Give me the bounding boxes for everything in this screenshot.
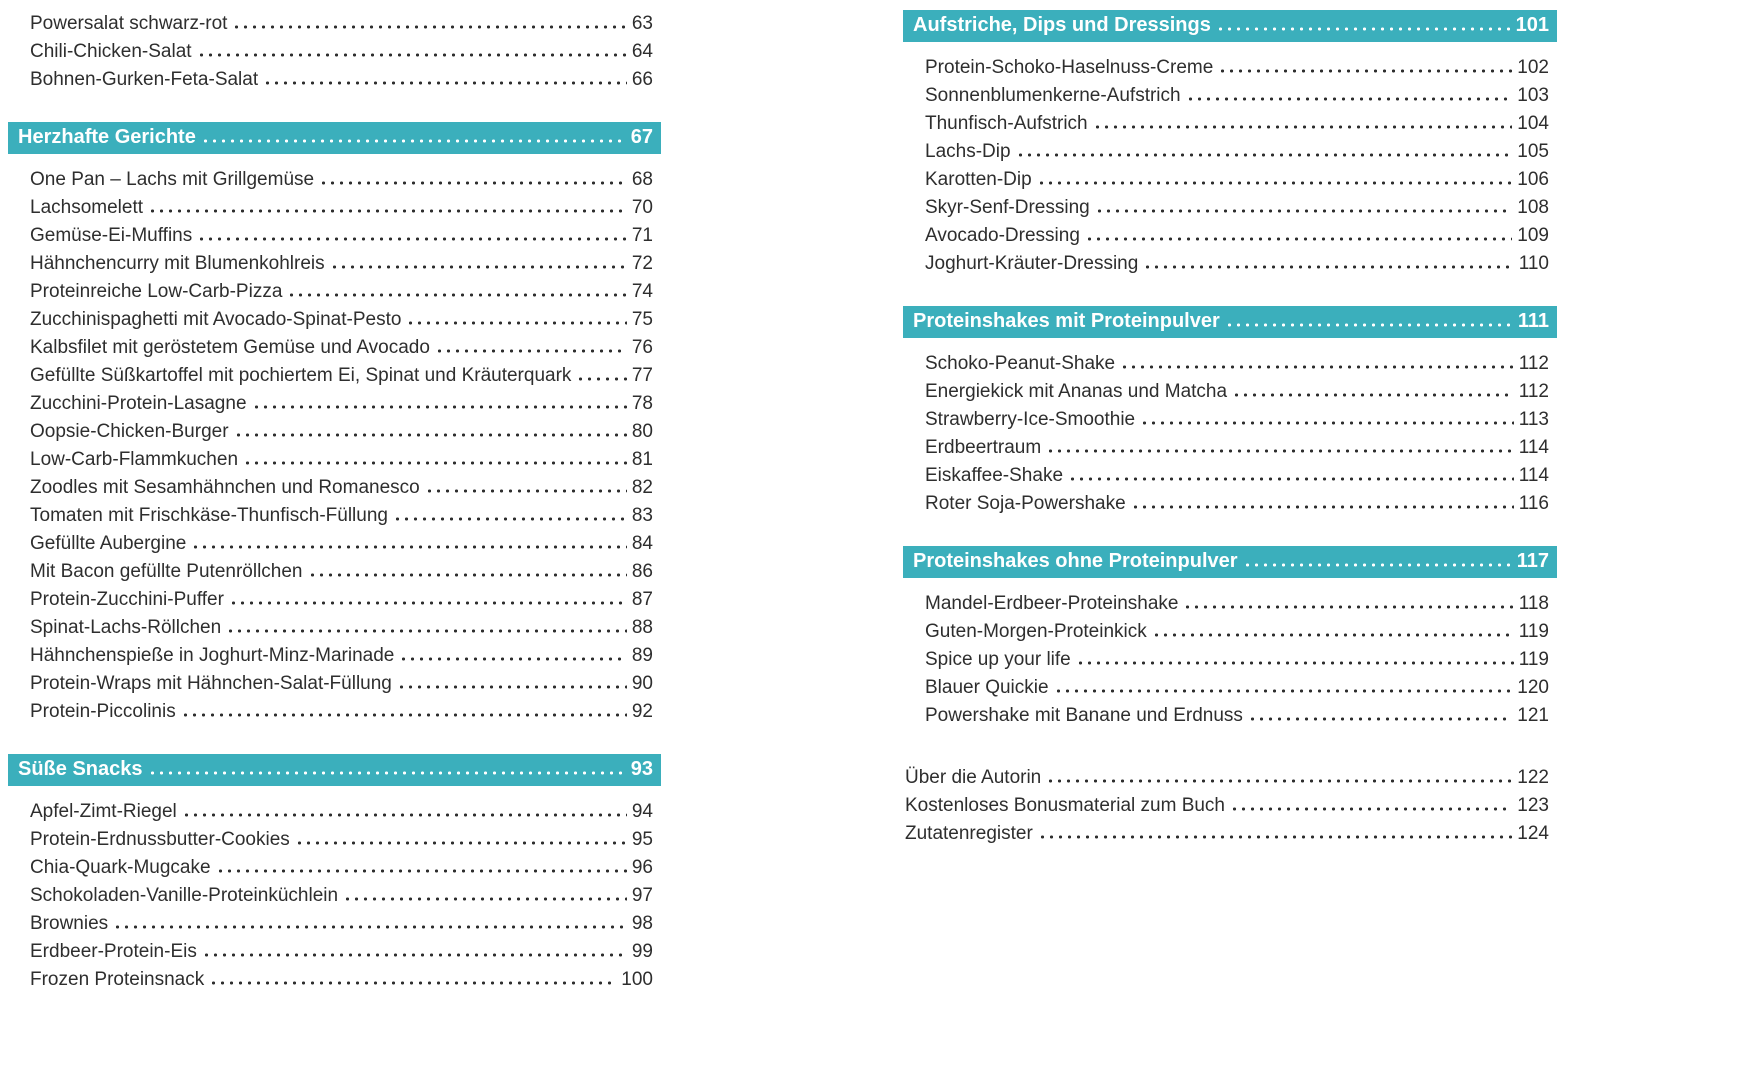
toc-entry-page: 90 bbox=[631, 673, 653, 694]
toc-entry-label: Kalbsfilet mit geröstetem Gemüse und Avocado bbox=[30, 337, 430, 358]
toc-entry-list bbox=[903, 54, 1557, 278]
toc-entry-page: 105 bbox=[1517, 141, 1549, 162]
toc-entry-label: Lachs-Dip bbox=[925, 141, 1011, 162]
toc-entry-page: 84 bbox=[631, 533, 653, 554]
toc-entry-list bbox=[903, 764, 1557, 848]
dot-leader bbox=[1037, 181, 1513, 185]
toc-entry-label: Avocado-Dressing bbox=[925, 225, 1080, 246]
toc-entry bbox=[903, 590, 1557, 618]
section-title: Proteinshakes mit Proteinpulver bbox=[913, 310, 1220, 332]
toc-entry-page: 108 bbox=[1517, 197, 1549, 218]
dot-leader bbox=[1093, 125, 1513, 129]
dot-leader bbox=[113, 925, 627, 929]
section-title: Proteinshakes ohne Proteinpulver bbox=[913, 550, 1238, 572]
dot-leader bbox=[1085, 237, 1512, 241]
toc-entry-page: 89 bbox=[631, 645, 653, 666]
dot-leader bbox=[1046, 779, 1512, 783]
section-header bbox=[8, 122, 661, 154]
toc-entry bbox=[903, 82, 1557, 110]
toc-entry bbox=[903, 820, 1557, 848]
toc-entry-list bbox=[903, 590, 1557, 730]
dot-leader bbox=[1243, 563, 1512, 567]
toc-entry bbox=[8, 66, 661, 94]
toc-entry bbox=[8, 502, 661, 530]
dot-leader bbox=[425, 489, 627, 493]
toc-entry-page: 71 bbox=[631, 225, 653, 246]
toc-entry-page: 103 bbox=[1517, 85, 1549, 106]
toc-entry-label: Über die Autorin bbox=[905, 767, 1042, 788]
toc-entry-label: Protein-Erdnussbutter-Cookies bbox=[30, 829, 290, 850]
section-title: Herzhafte Gerichte bbox=[18, 126, 196, 148]
toc-entry-page: 72 bbox=[631, 253, 653, 274]
section-title: Aufstriche, Dips und Dressings bbox=[913, 14, 1211, 36]
toc-entry-page: 100 bbox=[621, 969, 653, 990]
toc-entry-list bbox=[903, 350, 1557, 518]
dot-leader bbox=[1218, 69, 1512, 73]
toc-entry-page: 86 bbox=[631, 561, 653, 582]
dot-leader bbox=[229, 601, 627, 605]
toc-entry-label: Roter Soja-Powershake bbox=[925, 493, 1126, 514]
toc-entry-page: 78 bbox=[631, 393, 653, 414]
dot-leader bbox=[406, 321, 626, 325]
toc-entry bbox=[903, 646, 1557, 674]
toc-entry-label: Mit Bacon gefüllte Putenröllchen bbox=[30, 561, 303, 582]
dot-leader bbox=[330, 265, 627, 269]
dot-leader bbox=[295, 841, 627, 845]
toc-entry-page: 75 bbox=[631, 309, 653, 330]
dot-leader bbox=[209, 981, 616, 985]
dot-leader bbox=[1046, 449, 1514, 453]
dot-leader bbox=[148, 771, 626, 775]
toc-entry-list bbox=[8, 166, 661, 726]
toc-entry-page: 70 bbox=[631, 197, 653, 218]
dot-leader bbox=[1016, 153, 1513, 157]
toc-entry-label: Erdbeertraum bbox=[925, 437, 1042, 458]
dot-leader bbox=[201, 139, 626, 143]
toc-entry-list bbox=[8, 10, 661, 94]
section-page-number: 101 bbox=[1515, 14, 1549, 36]
dot-leader bbox=[1186, 97, 1513, 101]
toc-entry-page: 112 bbox=[1518, 353, 1549, 374]
dot-leader bbox=[181, 713, 627, 717]
toc-entry-page: 120 bbox=[1517, 677, 1549, 698]
toc-entry bbox=[903, 462, 1557, 490]
dot-leader bbox=[1143, 265, 1513, 269]
toc-entry-page: 81 bbox=[631, 449, 653, 470]
dot-leader bbox=[1230, 807, 1512, 811]
toc-entry-page: 83 bbox=[631, 505, 653, 526]
section-header bbox=[903, 546, 1557, 578]
dot-leader bbox=[393, 517, 627, 521]
toc-entry-page: 116 bbox=[1518, 493, 1549, 514]
toc-entry-page: 96 bbox=[631, 857, 653, 878]
dot-leader bbox=[319, 181, 627, 185]
dot-leader bbox=[148, 209, 627, 213]
dot-leader bbox=[232, 25, 626, 29]
dot-leader bbox=[1183, 605, 1513, 609]
toc-entry-page: 88 bbox=[631, 617, 653, 638]
toc-entry-label: Apfel-Zimt-Riegel bbox=[30, 801, 177, 822]
toc-entry-label: Guten-Morgen-Proteinkick bbox=[925, 621, 1147, 642]
dot-leader bbox=[287, 293, 626, 297]
toc-entry-label: Low-Carb-Flammkuchen bbox=[30, 449, 239, 470]
dot-leader bbox=[1216, 27, 1511, 31]
toc-entry-label: Erdbeer-Protein-Eis bbox=[30, 941, 197, 962]
dot-leader bbox=[397, 685, 627, 689]
toc-entry-label: Kostenloses Bonusmaterial zum Buch bbox=[905, 795, 1225, 816]
toc-entry-page: 102 bbox=[1517, 57, 1549, 78]
toc-entry bbox=[8, 194, 661, 222]
toc-entry bbox=[903, 378, 1557, 406]
toc-entry bbox=[8, 10, 661, 38]
toc-entry bbox=[8, 938, 661, 966]
toc-entry bbox=[8, 826, 661, 854]
toc-entry-page: 114 bbox=[1518, 437, 1549, 458]
toc-entry bbox=[903, 138, 1557, 166]
toc-entry bbox=[8, 446, 661, 474]
toc-entry-label: Hähnchenspieße in Joghurt-Minz-Marinade bbox=[30, 645, 395, 666]
toc-entry-page: 121 bbox=[1517, 705, 1549, 726]
dot-leader bbox=[1038, 835, 1513, 839]
toc-entry bbox=[903, 434, 1557, 462]
section-page-number: 117 bbox=[1516, 550, 1549, 572]
dot-leader bbox=[308, 573, 627, 577]
toc-entry-label: Proteinreiche Low-Carb-Pizza bbox=[30, 281, 283, 302]
dot-leader bbox=[263, 81, 627, 85]
section-page-number: 93 bbox=[630, 758, 653, 780]
toc-entry-label: Skyr-Senf-Dressing bbox=[925, 197, 1090, 218]
toc-entry-label: Powershake mit Banane und Erdnuss bbox=[925, 705, 1243, 726]
toc-entry-page: 123 bbox=[1517, 795, 1549, 816]
toc-entry-label: Strawberry-Ice-Smoothie bbox=[925, 409, 1136, 430]
toc-entry-label: Oopsie-Chicken-Burger bbox=[30, 421, 229, 442]
toc-entry-page: 64 bbox=[631, 41, 653, 62]
toc-entry-page: 77 bbox=[631, 365, 653, 386]
dot-leader bbox=[343, 897, 627, 901]
toc-entry bbox=[8, 418, 661, 446]
toc-entry bbox=[903, 54, 1557, 82]
toc-entry bbox=[8, 642, 661, 670]
toc-entry-label: Spice up your life bbox=[925, 649, 1071, 670]
toc-entry bbox=[903, 166, 1557, 194]
dot-leader bbox=[1095, 209, 1513, 213]
section-header bbox=[903, 306, 1557, 338]
toc-entry bbox=[8, 586, 661, 614]
dot-leader bbox=[234, 433, 627, 437]
toc-column-right bbox=[903, 10, 1557, 848]
toc-entry bbox=[8, 362, 661, 390]
dot-leader bbox=[1068, 477, 1514, 481]
toc-entry-page: 66 bbox=[631, 69, 653, 90]
toc-entry bbox=[903, 350, 1557, 378]
toc-entry-label: One Pan – Lachs mit Grillgemüse bbox=[30, 169, 315, 190]
toc-entry-label: Zoodles mit Sesamhähnchen und Romanesco bbox=[30, 477, 420, 498]
section-header bbox=[8, 754, 661, 786]
toc-entry bbox=[8, 966, 661, 994]
toc-entry-label: Protein-Schoko-Haselnuss-Creme bbox=[925, 57, 1214, 78]
toc-entry-page: 110 bbox=[1518, 253, 1549, 274]
toc-entry-page: 63 bbox=[631, 13, 653, 34]
toc-entry-page: 94 bbox=[631, 801, 653, 822]
dot-leader bbox=[197, 237, 627, 241]
dot-leader bbox=[1054, 689, 1513, 693]
dot-leader bbox=[182, 813, 627, 817]
toc-entry bbox=[903, 764, 1557, 792]
toc-entry-page: 119 bbox=[1518, 621, 1549, 642]
toc-entry bbox=[903, 250, 1557, 278]
toc-entry-page: 124 bbox=[1517, 823, 1549, 844]
toc-entry-page: 113 bbox=[1518, 409, 1549, 430]
toc-entry bbox=[8, 250, 661, 278]
toc-entry-label: Lachsomelett bbox=[30, 197, 144, 218]
toc-entry bbox=[8, 166, 661, 194]
toc-entry-page: 92 bbox=[631, 701, 653, 722]
dot-leader bbox=[576, 377, 626, 381]
toc-entry-page: 87 bbox=[631, 589, 653, 610]
toc-entry-label: Frozen Proteinsnack bbox=[30, 969, 205, 990]
dot-leader bbox=[252, 405, 627, 409]
dot-leader bbox=[202, 953, 627, 957]
toc-entry-page: 122 bbox=[1517, 767, 1549, 788]
toc-entry bbox=[8, 882, 661, 910]
dot-leader bbox=[1140, 421, 1514, 425]
dot-leader bbox=[216, 869, 627, 873]
toc-entry bbox=[903, 490, 1557, 518]
toc-entry-page: 97 bbox=[631, 885, 653, 906]
toc-entry-label: Joghurt-Kräuter-Dressing bbox=[925, 253, 1139, 274]
toc-entry-label: Chili-Chicken-Salat bbox=[30, 41, 192, 62]
toc-entry-label: Powersalat schwarz-rot bbox=[30, 13, 228, 34]
toc-entry bbox=[8, 558, 661, 586]
toc-entry-label: Protein-Zucchini-Puffer bbox=[30, 589, 224, 610]
toc-entry-page: 76 bbox=[631, 337, 653, 358]
dot-leader bbox=[1120, 365, 1514, 369]
toc-entry-page: 118 bbox=[1518, 593, 1549, 614]
toc-entry bbox=[903, 222, 1557, 250]
toc-entry-list bbox=[8, 798, 661, 994]
toc-entry-label: Schokoladen-Vanille-Proteinküchlein bbox=[30, 885, 339, 906]
toc-entry-page: 98 bbox=[631, 913, 653, 934]
toc-entry-page: 104 bbox=[1517, 113, 1549, 134]
toc-entry bbox=[8, 854, 661, 882]
dot-leader bbox=[1248, 717, 1512, 721]
toc-entry-label: Karotten-Dip bbox=[925, 169, 1032, 190]
toc-entry-label: Protein-Wraps mit Hähnchen-Salat-Füllung bbox=[30, 673, 392, 694]
toc-entry-label: Gemüse-Ei-Muffins bbox=[30, 225, 193, 246]
toc-entry bbox=[903, 110, 1557, 138]
toc-entry-page: 99 bbox=[631, 941, 653, 962]
toc-entry-label: Gefüllte Aubergine bbox=[30, 533, 187, 554]
dot-leader bbox=[1076, 661, 1514, 665]
section-title: Süße Snacks bbox=[18, 758, 143, 780]
toc-entry bbox=[903, 674, 1557, 702]
toc-entry-label: Protein-Piccolinis bbox=[30, 701, 176, 722]
toc-entry bbox=[8, 306, 661, 334]
toc-entry-label: Zucchinispaghetti mit Avocado-Spinat-Pesto bbox=[30, 309, 402, 330]
toc-entry bbox=[8, 390, 661, 418]
toc-entry-label: Schoko-Peanut-Shake bbox=[925, 353, 1116, 374]
toc-entry bbox=[8, 474, 661, 502]
toc-entry-page: 112 bbox=[1518, 381, 1549, 402]
toc-entry-page: 95 bbox=[631, 829, 653, 850]
toc-entry-page: 80 bbox=[631, 421, 653, 442]
toc-entry bbox=[8, 278, 661, 306]
toc-entry bbox=[903, 702, 1557, 730]
toc-entry bbox=[8, 614, 661, 642]
toc-entry-label: Hähnchencurry mit Blumenkohlreis bbox=[30, 253, 325, 274]
section-page-number: 111 bbox=[1517, 310, 1549, 332]
section-page-number: 67 bbox=[630, 126, 653, 148]
dot-leader bbox=[1152, 633, 1514, 637]
toc-entry-label: Spinat-Lachs-Röllchen bbox=[30, 617, 222, 638]
dot-leader bbox=[197, 53, 627, 57]
toc-entry-page: 68 bbox=[631, 169, 653, 190]
toc-entry bbox=[8, 334, 661, 362]
toc-entry-label: Tomaten mit Frischkäse-Thunfisch-Füllung bbox=[30, 505, 388, 526]
toc-entry bbox=[903, 194, 1557, 222]
toc-entry-label: Sonnenblumenkerne-Aufstrich bbox=[925, 85, 1181, 106]
toc-entry-label: Blauer Quickie bbox=[925, 677, 1049, 698]
toc-entry-label: Energiekick mit Ananas und Matcha bbox=[925, 381, 1228, 402]
toc-entry bbox=[8, 530, 661, 558]
toc-entry bbox=[8, 38, 661, 66]
toc-entry bbox=[903, 406, 1557, 434]
dot-leader bbox=[1131, 505, 1514, 509]
dot-leader bbox=[191, 545, 627, 549]
dot-leader bbox=[435, 349, 627, 353]
toc-entry-page: 109 bbox=[1517, 225, 1549, 246]
toc-entry bbox=[8, 698, 661, 726]
toc-entry bbox=[8, 670, 661, 698]
toc-entry-page: 119 bbox=[1518, 649, 1549, 670]
toc-entry-page: 74 bbox=[631, 281, 653, 302]
toc-entry-page: 106 bbox=[1517, 169, 1549, 190]
toc-entry bbox=[8, 222, 661, 250]
dot-leader bbox=[243, 461, 627, 465]
toc-entry-label: Chia-Quark-Mugcake bbox=[30, 857, 211, 878]
toc-entry-label: Bohnen-Gurken-Feta-Salat bbox=[30, 69, 259, 90]
toc-entry-page: 82 bbox=[631, 477, 653, 498]
toc-entry bbox=[8, 798, 661, 826]
toc-entry-label: Mandel-Erdbeer-Proteinshake bbox=[925, 593, 1179, 614]
dot-leader bbox=[226, 629, 627, 633]
dot-leader bbox=[399, 657, 627, 661]
section-header bbox=[903, 10, 1557, 42]
toc-entry-label: Gefüllte Süßkartoffel mit pochiertem Ei, Spinat und Kräuterquark bbox=[30, 365, 572, 386]
toc-entry-label: Zutatenregister bbox=[905, 823, 1033, 844]
toc-entry-page: 114 bbox=[1518, 465, 1549, 486]
toc-column-left bbox=[8, 10, 661, 994]
dot-leader bbox=[1232, 393, 1514, 397]
toc-entry-label: Thunfisch-Aufstrich bbox=[925, 113, 1088, 134]
toc-entry bbox=[8, 910, 661, 938]
toc-entry-label: Zucchini-Protein-Lasagne bbox=[30, 393, 247, 414]
toc-entry-label: Eiskaffee-Shake bbox=[925, 465, 1064, 486]
toc-entry bbox=[903, 792, 1557, 820]
toc-entry bbox=[903, 618, 1557, 646]
toc-entry-label: Brownies bbox=[30, 913, 109, 934]
dot-leader bbox=[1225, 323, 1513, 327]
